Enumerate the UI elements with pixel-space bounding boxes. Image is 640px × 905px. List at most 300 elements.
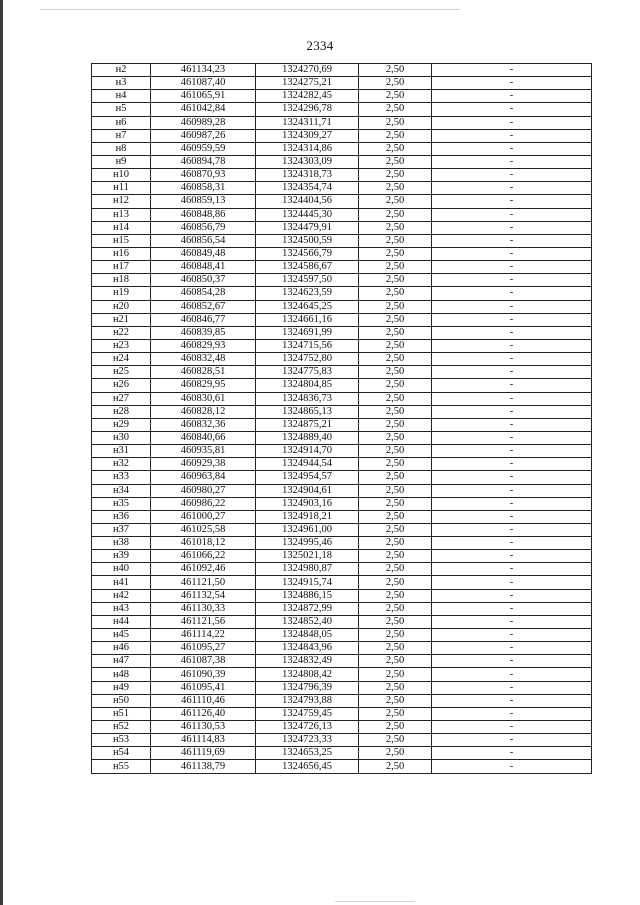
description-cell: -: [432, 129, 592, 142]
y-coordinate-cell: 1324479,91: [256, 221, 359, 234]
x-coordinate-cell: 460852,67: [151, 300, 256, 313]
y-coordinate-cell: 1324832,49: [256, 655, 359, 668]
description-cell: -: [432, 537, 592, 550]
x-coordinate-cell: 460856,79: [151, 221, 256, 234]
x-coordinate-cell: 461042,84: [151, 103, 256, 116]
table-row: [92, 615, 592, 628]
y-coordinate-cell: 1324715,56: [256, 339, 359, 352]
point-id-cell: н27: [92, 392, 151, 405]
bottom-edge-line: [335, 901, 415, 902]
y-coordinate-cell: 1325021,18: [256, 550, 359, 563]
point-id-cell: н29: [92, 418, 151, 431]
x-coordinate-cell: 461092,46: [151, 563, 256, 576]
description-cell: -: [432, 642, 592, 655]
accuracy-cell: 2,50: [359, 169, 432, 182]
table-row: [92, 589, 592, 602]
table-row: [92, 537, 592, 550]
point-id-cell: н49: [92, 681, 151, 694]
y-coordinate-cell: 1324303,09: [256, 155, 359, 168]
y-coordinate-cell: 1324404,56: [256, 195, 359, 208]
point-id-cell: н37: [92, 523, 151, 536]
accuracy-cell: 2,50: [359, 77, 432, 90]
x-coordinate-cell: 460850,37: [151, 274, 256, 287]
x-coordinate-cell: 460828,51: [151, 366, 256, 379]
y-coordinate-cell: 1324318,73: [256, 169, 359, 182]
table-row: [92, 642, 592, 655]
point-id-cell: н40: [92, 563, 151, 576]
description-cell: -: [432, 155, 592, 168]
accuracy-cell: 2,50: [359, 471, 432, 484]
table-row: [92, 313, 592, 326]
accuracy-cell: 2,50: [359, 142, 432, 155]
accuracy-cell: 2,50: [359, 300, 432, 313]
y-coordinate-cell: 1324500,59: [256, 234, 359, 247]
x-coordinate-cell: 460849,48: [151, 247, 256, 260]
y-coordinate-cell: 1324875,21: [256, 418, 359, 431]
accuracy-cell: 2,50: [359, 510, 432, 523]
x-coordinate-cell: 461119,69: [151, 747, 256, 760]
accuracy-cell: 2,50: [359, 64, 432, 77]
accuracy-cell: 2,50: [359, 182, 432, 195]
description-cell: -: [432, 64, 592, 77]
accuracy-cell: 2,50: [359, 668, 432, 681]
table-row: [92, 694, 592, 707]
x-coordinate-cell: 460859,13: [151, 195, 256, 208]
y-coordinate-cell: 1324445,30: [256, 208, 359, 221]
table-row: [92, 247, 592, 260]
scan-edge: [0, 0, 3, 905]
x-coordinate-cell: 461114,83: [151, 734, 256, 747]
x-coordinate-cell: 460858,31: [151, 182, 256, 195]
point-id-cell: н17: [92, 261, 151, 274]
y-coordinate-cell: 1324723,33: [256, 734, 359, 747]
table-row: [92, 195, 592, 208]
point-id-cell: н32: [92, 458, 151, 471]
point-id-cell: н45: [92, 629, 151, 642]
x-coordinate-cell: 461138,79: [151, 760, 256, 773]
table-row: [92, 64, 592, 77]
accuracy-cell: 2,50: [359, 563, 432, 576]
point-id-cell: н35: [92, 497, 151, 510]
description-cell: -: [432, 366, 592, 379]
description-cell: -: [432, 602, 592, 615]
point-id-cell: н31: [92, 445, 151, 458]
x-coordinate-cell: 460935,81: [151, 445, 256, 458]
accuracy-cell: 2,50: [359, 247, 432, 260]
description-cell: -: [432, 195, 592, 208]
y-coordinate-cell: 1324597,50: [256, 274, 359, 287]
y-coordinate-cell: 1324804,85: [256, 379, 359, 392]
x-coordinate-cell: 460840,66: [151, 431, 256, 444]
point-id-cell: н4: [92, 90, 151, 103]
table-row: [92, 116, 592, 129]
description-cell: -: [432, 300, 592, 313]
description-cell: -: [432, 418, 592, 431]
y-coordinate-cell: 1324645,25: [256, 300, 359, 313]
x-coordinate-cell: 460848,41: [151, 261, 256, 274]
y-coordinate-cell: 1324566,79: [256, 247, 359, 260]
x-coordinate-cell: 460980,27: [151, 484, 256, 497]
x-coordinate-cell: 461130,33: [151, 602, 256, 615]
point-id-cell: н23: [92, 339, 151, 352]
y-coordinate-cell: 1324889,40: [256, 431, 359, 444]
table-row: [92, 392, 592, 405]
accuracy-cell: 2,50: [359, 550, 432, 563]
point-id-cell: н52: [92, 721, 151, 734]
x-coordinate-cell: 461121,56: [151, 615, 256, 628]
accuracy-cell: 2,50: [359, 734, 432, 747]
y-coordinate-cell: 1324311,71: [256, 116, 359, 129]
description-cell: -: [432, 326, 592, 339]
table-row: [92, 497, 592, 510]
table-row: [92, 234, 592, 247]
description-cell: -: [432, 287, 592, 300]
description-cell: -: [432, 484, 592, 497]
accuracy-cell: 2,50: [359, 129, 432, 142]
y-coordinate-cell: 1324661,16: [256, 313, 359, 326]
point-id-cell: н50: [92, 694, 151, 707]
accuracy-cell: 2,50: [359, 642, 432, 655]
description-cell: -: [432, 103, 592, 116]
description-cell: -: [432, 523, 592, 536]
top-edge-line: [40, 9, 460, 10]
y-coordinate-cell: 1324836,73: [256, 392, 359, 405]
x-coordinate-cell: 460959,59: [151, 142, 256, 155]
x-coordinate-cell: 461130,53: [151, 721, 256, 734]
description-cell: -: [432, 615, 592, 628]
table-row: [92, 77, 592, 90]
point-id-cell: н24: [92, 353, 151, 366]
table-row: [92, 142, 592, 155]
accuracy-cell: 2,50: [359, 589, 432, 602]
point-id-cell: н42: [92, 589, 151, 602]
table-row: [92, 208, 592, 221]
point-id-cell: н15: [92, 234, 151, 247]
accuracy-cell: 2,50: [359, 694, 432, 707]
description-cell: -: [432, 471, 592, 484]
table-row: [92, 339, 592, 352]
x-coordinate-cell: 460987,26: [151, 129, 256, 142]
accuracy-cell: 2,50: [359, 353, 432, 366]
y-coordinate-cell: 1324852,40: [256, 615, 359, 628]
description-cell: -: [432, 458, 592, 471]
description-cell: -: [432, 655, 592, 668]
accuracy-cell: 2,50: [359, 523, 432, 536]
y-coordinate-cell: 1324354,74: [256, 182, 359, 195]
description-cell: -: [432, 77, 592, 90]
table-row: [92, 221, 592, 234]
point-id-cell: н25: [92, 366, 151, 379]
x-coordinate-cell: 461000,27: [151, 510, 256, 523]
y-coordinate-cell: 1324653,25: [256, 747, 359, 760]
y-coordinate-cell: 1324995,46: [256, 537, 359, 550]
accuracy-cell: 2,50: [359, 103, 432, 116]
x-coordinate-cell: 461095,27: [151, 642, 256, 655]
point-id-cell: н2: [92, 64, 151, 77]
description-cell: -: [432, 261, 592, 274]
y-coordinate-cell: 1324275,21: [256, 77, 359, 90]
description-cell: -: [432, 234, 592, 247]
y-coordinate-cell: 1324865,13: [256, 405, 359, 418]
point-id-cell: н26: [92, 379, 151, 392]
point-id-cell: н36: [92, 510, 151, 523]
point-id-cell: н13: [92, 208, 151, 221]
y-coordinate-cell: 1324759,45: [256, 707, 359, 720]
table-row: [92, 655, 592, 668]
description-cell: -: [432, 497, 592, 510]
table-row: [92, 431, 592, 444]
point-id-cell: н55: [92, 760, 151, 773]
accuracy-cell: 2,50: [359, 629, 432, 642]
y-coordinate-cell: 1324904,61: [256, 484, 359, 497]
description-cell: -: [432, 353, 592, 366]
point-id-cell: н30: [92, 431, 151, 444]
y-coordinate-cell: 1324282,45: [256, 90, 359, 103]
point-id-cell: н10: [92, 169, 151, 182]
y-coordinate-cell: 1324918,21: [256, 510, 359, 523]
point-id-cell: н19: [92, 287, 151, 300]
description-cell: -: [432, 247, 592, 260]
point-id-cell: н33: [92, 471, 151, 484]
y-coordinate-cell: 1324623,59: [256, 287, 359, 300]
x-coordinate-cell: 461090,39: [151, 668, 256, 681]
x-coordinate-cell: 461110,46: [151, 694, 256, 707]
accuracy-cell: 2,50: [359, 655, 432, 668]
table-row: [92, 458, 592, 471]
description-cell: -: [432, 668, 592, 681]
accuracy-cell: 2,50: [359, 615, 432, 628]
description-cell: -: [432, 694, 592, 707]
y-coordinate-cell: 1324843,96: [256, 642, 359, 655]
description-cell: -: [432, 405, 592, 418]
table-row: [92, 326, 592, 339]
table-row: [92, 445, 592, 458]
table-row: [92, 760, 592, 773]
table-row: [92, 155, 592, 168]
point-id-cell: н22: [92, 326, 151, 339]
point-id-cell: н34: [92, 484, 151, 497]
x-coordinate-cell: 461095,41: [151, 681, 256, 694]
accuracy-cell: 2,50: [359, 405, 432, 418]
x-coordinate-cell: 460829,95: [151, 379, 256, 392]
x-coordinate-cell: 461134,23: [151, 64, 256, 77]
y-coordinate-cell: 1324915,74: [256, 576, 359, 589]
y-coordinate-cell: 1324314,86: [256, 142, 359, 155]
table-row: [92, 471, 592, 484]
accuracy-cell: 2,50: [359, 90, 432, 103]
table-row: [92, 129, 592, 142]
description-cell: -: [432, 760, 592, 773]
point-id-cell: н14: [92, 221, 151, 234]
page-number: 2334: [306, 38, 334, 53]
accuracy-cell: 2,50: [359, 537, 432, 550]
description-cell: -: [432, 392, 592, 405]
y-coordinate-cell: 1324752,80: [256, 353, 359, 366]
y-coordinate-cell: 1324872,99: [256, 602, 359, 615]
accuracy-cell: 2,50: [359, 760, 432, 773]
accuracy-cell: 2,50: [359, 445, 432, 458]
accuracy-cell: 2,50: [359, 484, 432, 497]
x-coordinate-cell: 461018,12: [151, 537, 256, 550]
y-coordinate-cell: 1324793,88: [256, 694, 359, 707]
x-coordinate-cell: 460854,28: [151, 287, 256, 300]
y-coordinate-cell: 1324656,45: [256, 760, 359, 773]
x-coordinate-cell: 461025,58: [151, 523, 256, 536]
description-cell: -: [432, 431, 592, 444]
accuracy-cell: 2,50: [359, 221, 432, 234]
description-cell: -: [432, 563, 592, 576]
table-row: [92, 366, 592, 379]
x-coordinate-cell: 460828,12: [151, 405, 256, 418]
description-cell: -: [432, 734, 592, 747]
y-coordinate-cell: 1324903,16: [256, 497, 359, 510]
description-cell: -: [432, 313, 592, 326]
x-coordinate-cell: 460846,77: [151, 313, 256, 326]
description-cell: -: [432, 550, 592, 563]
accuracy-cell: 2,50: [359, 339, 432, 352]
accuracy-cell: 2,50: [359, 431, 432, 444]
table-row: [92, 300, 592, 313]
y-coordinate-cell: 1324886,15: [256, 589, 359, 602]
description-cell: -: [432, 208, 592, 221]
point-id-cell: н43: [92, 602, 151, 615]
coordinates-table-body: [92, 64, 592, 774]
table-row: [92, 379, 592, 392]
description-cell: -: [432, 169, 592, 182]
table-row: [92, 90, 592, 103]
description-cell: -: [432, 116, 592, 129]
accuracy-cell: 2,50: [359, 155, 432, 168]
description-cell: -: [432, 90, 592, 103]
x-coordinate-cell: 460848,86: [151, 208, 256, 221]
y-coordinate-cell: 1324296,78: [256, 103, 359, 116]
accuracy-cell: 2,50: [359, 576, 432, 589]
point-id-cell: н8: [92, 142, 151, 155]
accuracy-cell: 2,50: [359, 458, 432, 471]
accuracy-cell: 2,50: [359, 497, 432, 510]
description-cell: -: [432, 379, 592, 392]
y-coordinate-cell: 1324980,87: [256, 563, 359, 576]
table-row: [92, 707, 592, 720]
table-row: [92, 747, 592, 760]
x-coordinate-cell: 461114,22: [151, 629, 256, 642]
table-row: [92, 629, 592, 642]
x-coordinate-cell: 461065,91: [151, 90, 256, 103]
accuracy-cell: 2,50: [359, 208, 432, 221]
x-coordinate-cell: 461132,54: [151, 589, 256, 602]
point-id-cell: н28: [92, 405, 151, 418]
point-id-cell: н18: [92, 274, 151, 287]
accuracy-cell: 2,50: [359, 234, 432, 247]
y-coordinate-cell: 1324309,27: [256, 129, 359, 142]
table-row: [92, 405, 592, 418]
accuracy-cell: 2,50: [359, 379, 432, 392]
y-coordinate-cell: 1324775,83: [256, 366, 359, 379]
coordinates-table: [91, 63, 592, 774]
y-coordinate-cell: 1324914,70: [256, 445, 359, 458]
description-cell: -: [432, 576, 592, 589]
table-row: [92, 418, 592, 431]
x-coordinate-cell: 460832,48: [151, 353, 256, 366]
accuracy-cell: 2,50: [359, 366, 432, 379]
table-row: [92, 510, 592, 523]
point-id-cell: н5: [92, 103, 151, 116]
x-coordinate-cell: 460989,28: [151, 116, 256, 129]
accuracy-cell: 2,50: [359, 747, 432, 760]
accuracy-cell: 2,50: [359, 274, 432, 287]
y-coordinate-cell: 1324796,39: [256, 681, 359, 694]
accuracy-cell: 2,50: [359, 707, 432, 720]
accuracy-cell: 2,50: [359, 721, 432, 734]
table-row: [92, 353, 592, 366]
description-cell: -: [432, 707, 592, 720]
y-coordinate-cell: 1324944,54: [256, 458, 359, 471]
description-cell: -: [432, 681, 592, 694]
table-row: [92, 261, 592, 274]
x-coordinate-cell: 460832,36: [151, 418, 256, 431]
y-coordinate-cell: 1324954,57: [256, 471, 359, 484]
description-cell: -: [432, 445, 592, 458]
description-cell: -: [432, 589, 592, 602]
table-row: [92, 550, 592, 563]
point-id-cell: н3: [92, 77, 151, 90]
x-coordinate-cell: 460929,38: [151, 458, 256, 471]
x-coordinate-cell: 460829,93: [151, 339, 256, 352]
description-cell: -: [432, 629, 592, 642]
table-row: [92, 563, 592, 576]
description-cell: -: [432, 182, 592, 195]
table-row: [92, 576, 592, 589]
point-id-cell: н46: [92, 642, 151, 655]
table-row: [92, 668, 592, 681]
y-coordinate-cell: 1324586,67: [256, 261, 359, 274]
description-cell: -: [432, 747, 592, 760]
point-id-cell: н51: [92, 707, 151, 720]
x-coordinate-cell: 460830,61: [151, 392, 256, 405]
point-id-cell: н20: [92, 300, 151, 313]
point-id-cell: н16: [92, 247, 151, 260]
point-id-cell: н44: [92, 615, 151, 628]
accuracy-cell: 2,50: [359, 195, 432, 208]
accuracy-cell: 2,50: [359, 392, 432, 405]
point-id-cell: н47: [92, 655, 151, 668]
accuracy-cell: 2,50: [359, 418, 432, 431]
accuracy-cell: 2,50: [359, 116, 432, 129]
x-coordinate-cell: 461087,38: [151, 655, 256, 668]
description-cell: -: [432, 510, 592, 523]
table-row: [92, 602, 592, 615]
point-id-cell: н6: [92, 116, 151, 129]
accuracy-cell: 2,50: [359, 681, 432, 694]
x-coordinate-cell: 460894,78: [151, 155, 256, 168]
point-id-cell: н38: [92, 537, 151, 550]
table-row: [92, 182, 592, 195]
table-row: [92, 523, 592, 536]
accuracy-cell: 2,50: [359, 313, 432, 326]
x-coordinate-cell: 461066,22: [151, 550, 256, 563]
x-coordinate-cell: 460856,54: [151, 234, 256, 247]
y-coordinate-cell: 1324270,69: [256, 64, 359, 77]
y-coordinate-cell: 1324691,99: [256, 326, 359, 339]
table-row: [92, 274, 592, 287]
table-row: [92, 734, 592, 747]
description-cell: -: [432, 339, 592, 352]
y-coordinate-cell: 1324808,42: [256, 668, 359, 681]
description-cell: -: [432, 721, 592, 734]
point-id-cell: н41: [92, 576, 151, 589]
table-row: [92, 103, 592, 116]
point-id-cell: н39: [92, 550, 151, 563]
